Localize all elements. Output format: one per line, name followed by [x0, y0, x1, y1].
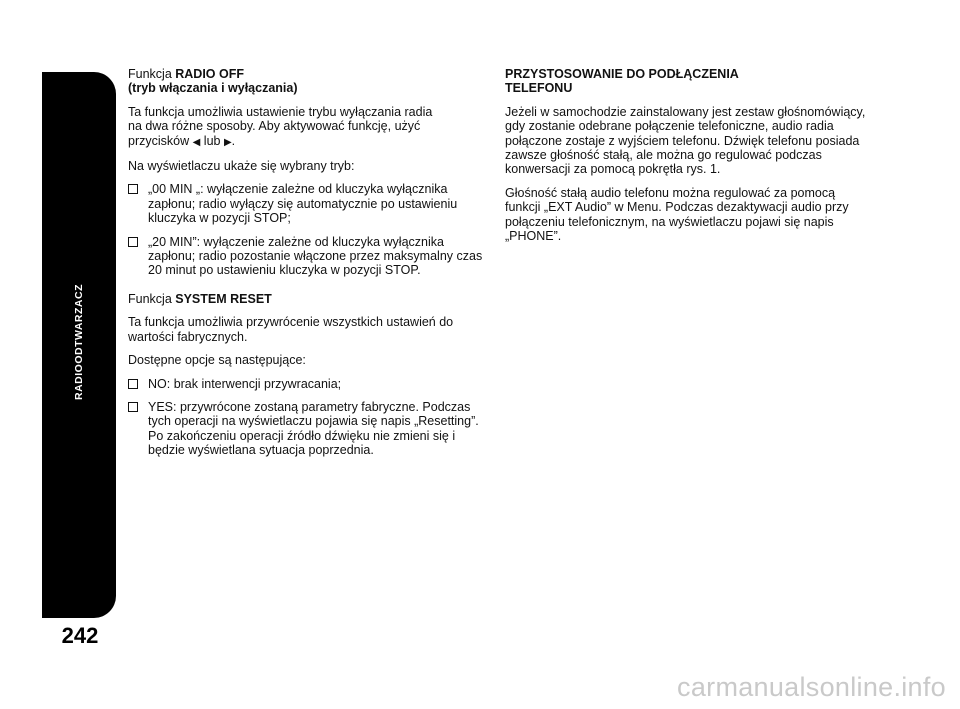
right-column	[505, 67, 870, 252]
checkbox-bullet-icon	[128, 402, 138, 412]
left-column	[128, 67, 490, 467]
system-reset-intro: Ta funkcja umożliwia przywrócenie wszystkich ustawień do wartości fabrycznych.	[128, 315, 454, 344]
list-item: „00 MIN „: wyłączenie zależne od kluczyka wyłącznika zapłonu; radio wyłączy się automatycznie po ustawieniu kluczyka w pozycji STOP;	[128, 182, 490, 225]
page-number: 242	[61, 623, 99, 648]
checkbox-bullet-icon	[128, 237, 138, 247]
checkbox-bullet-icon	[128, 379, 138, 389]
phone-heading: PRZYSTOSOWANIE DO PODŁĄCZENIA TELEFONU	[505, 67, 739, 96]
phone-paragraph-2: Głośność stałą audio telefonu można regulować za pomocą funkcji „EXT Audio” w Menu. Podczas dezaktywacji audio przy połączeniu telefonicznym, na wyświetlaczu pojawi się napis „PHONE”.	[505, 185, 849, 244]
radio-off-intro: Ta funkcja umożliwia ustawienie trybu wyłączania radia na dwa różne sposoby. Aby aktywować funkcję, użyć przycisków ◀ lub ▶.	[128, 105, 490, 150]
phone-paragraph-1: Jeżeli w samochodzie zainstalowany jest zestaw głośnomówiący, gdy zostanie odebrane połączenie telefoniczne, audio radia połączone zostaje z wyjściem telefonu. Dźwięk telefonu posiada zawsze głośność stałą, ale można go regulować podczas konwersacji za pomocą pokrętła rys. 1.	[505, 104, 866, 177]
system-reset-heading: Funkcja SYSTEM RESET	[128, 291, 272, 306]
list-item: YES: przywrócone zostaną parametry fabryczne. Podczas tych operacji na wyświetlaczu pojawia się napis „Resetting”. Po zakończeniu operacji źródło dźwięku nie zmieni się i będzie wyświetlana sytuacja poprzednia.	[128, 400, 490, 458]
radio-off-list	[128, 182, 490, 277]
radio-off-heading: Funkcja RADIO OFF (tryb włączania i wyłączania)	[128, 67, 298, 96]
radio-off-subtitle: (tryb włączania i wyłączania)	[128, 81, 298, 96]
watermark: carmanualsonline.info	[677, 672, 946, 702]
section-label: RADIOODTWARZACZ	[73, 284, 85, 400]
radio-off-display-note: Na wyświetlaczu ukaże się wybrany tryb:	[128, 159, 355, 174]
list-item: NO: brak interwencji przywracania;	[128, 377, 490, 391]
checkbox-bullet-icon	[128, 184, 138, 194]
system-reset-list	[128, 377, 490, 458]
list-item: „20 MIN”: wyłączenie zależne od kluczyka wyłącznika zapłonu; radio pozostanie włączone przez maksymalny czas 20 minut po ustawieniu kluczyka w pozycji STOP.	[128, 235, 490, 278]
system-reset-options-note: Dostępne opcje są następujące:	[128, 353, 306, 368]
triangle-right-icon: ▶	[223, 136, 232, 148]
triangle-left-icon: ◀	[192, 136, 201, 148]
